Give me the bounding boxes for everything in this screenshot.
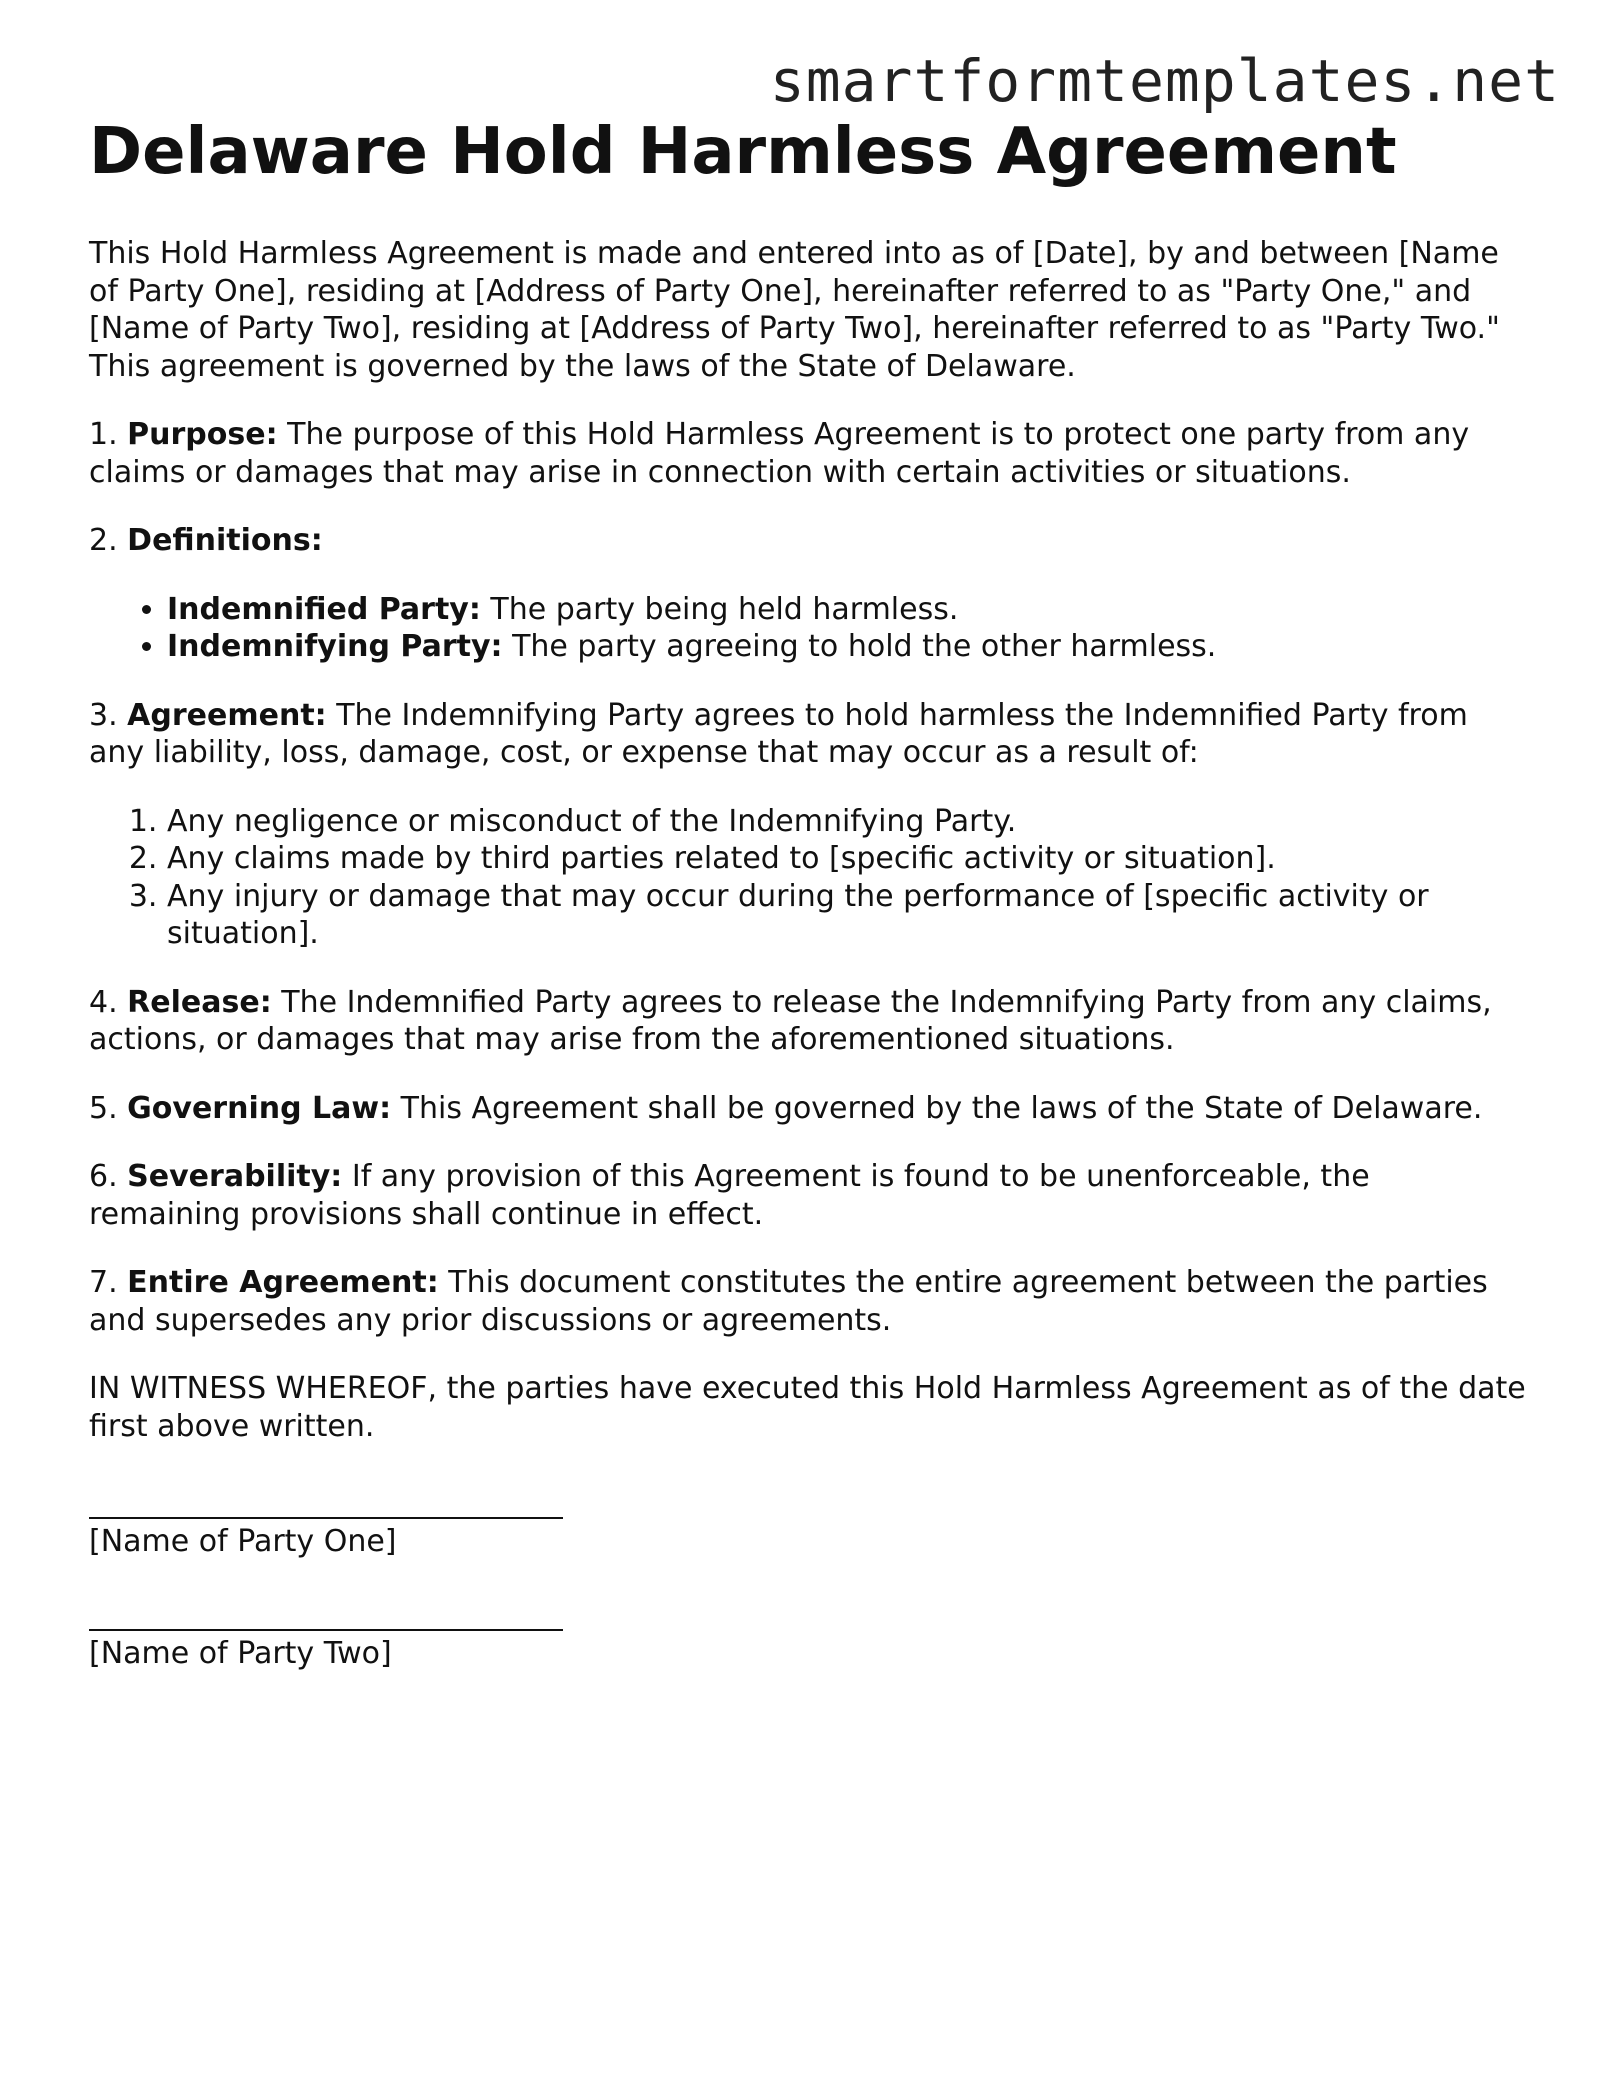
- list-item: [167, 591, 1529, 629]
- section-term: Governing Law:: [127, 1090, 392, 1126]
- intro-paragraph: This Hold Harmless Agreement is made and entered into as of [Date], by and between [Name of Party One], residing at [Address of Party One], hereinafter referred to as "Party One," and [Name of Party Two], residing at [Address of Party Two], hereinafter referred to as "Party Two." This agreement is governed by the laws of the State of Delaware.: [89, 236, 1500, 384]
- section-number: 5.: [89, 1090, 118, 1126]
- definition-term: Indemnified Party:: [167, 591, 481, 627]
- section-number: 4.: [89, 984, 118, 1020]
- section-number: 3.: [89, 697, 118, 733]
- watermark: smartformtemplates.net: [769, 47, 1560, 115]
- signature-block-party-one: [89, 1497, 1529, 1561]
- section-term: Agreement:: [127, 697, 327, 733]
- signature-line: [89, 1609, 563, 1631]
- list-item: [167, 628, 1529, 666]
- section-term: Definitions:: [127, 523, 323, 558]
- section-number: 1.: [89, 417, 118, 452]
- section-number: 6.: [89, 1159, 118, 1194]
- definition-text: The party being held harmless.: [490, 591, 959, 627]
- list-item: 3. Any injury or damage that may occur during the performance of [specific activity or situation].: [167, 878, 1529, 953]
- signature-block-party-two: [89, 1609, 1529, 1673]
- section-term: Release:: [127, 984, 272, 1020]
- signature-line: [89, 1497, 563, 1519]
- section-term: Purpose:: [127, 417, 278, 452]
- section-severability: [89, 1158, 1529, 1233]
- section-definitions: [89, 522, 1529, 560]
- list-item: 1. Any negligence or misconduct of the Indemnifying Party.: [167, 803, 1529, 841]
- section-purpose: [89, 416, 1529, 491]
- section-text: This Agreement shall be governed by the laws of the State of Delaware.: [400, 1090, 1483, 1126]
- definitions-list: [89, 591, 1529, 666]
- section-text: The Indemnifying Party agrees to hold harmless the Indemnified Party from any liability, loss, damage, cost, or expense that may occur as a result of:: [89, 697, 1468, 770]
- signature-name: [Name of Party Two]: [89, 1635, 392, 1671]
- document-title: Delaware Hold Harmless Agreement: [89, 115, 1397, 189]
- list-item: 2. Any claims made by third parties related to [specific activity or situation].: [167, 840, 1529, 878]
- definition-text: The party agreeing to hold the other harmless.: [512, 629, 1217, 664]
- section-agreement: [89, 697, 1529, 772]
- witness-paragraph: IN WITNESS WHEREOF, the parties have executed this Hold Harmless Agreement as of the date first above written.: [89, 1371, 1526, 1444]
- section-term: Entire Agreement:: [127, 1265, 439, 1300]
- section-entire-agreement: [89, 1264, 1529, 1339]
- document-page: [89, 112, 1529, 1672]
- signature-name: [Name of Party One]: [89, 1524, 397, 1559]
- section-number: 7.: [89, 1265, 118, 1300]
- section-text: If any provision of this Agreement is found to be unenforceable, the remaining provisions shall continue in effect.: [89, 1159, 1370, 1232]
- section-number: 2.: [89, 523, 118, 558]
- section-release: [89, 984, 1529, 1059]
- section-text: This document constitutes the entire agreement between the parties and supersedes any prior discussions or agreements.: [89, 1265, 1488, 1338]
- section-text: The Indemnified Party agrees to release the Indemnifying Party from any claims, actions, or damages that may arise from the aforementioned situations.: [89, 984, 1492, 1057]
- definition-term: Indemnifying Party:: [167, 629, 503, 664]
- agreement-list: [89, 803, 1529, 953]
- section-governing-law: [89, 1090, 1529, 1128]
- section-term: Severability:: [127, 1159, 343, 1194]
- section-text: The purpose of this Hold Harmless Agreement is to protect one party from any claims or damages that may arise in connection with certain activities or situations.: [89, 417, 1470, 490]
